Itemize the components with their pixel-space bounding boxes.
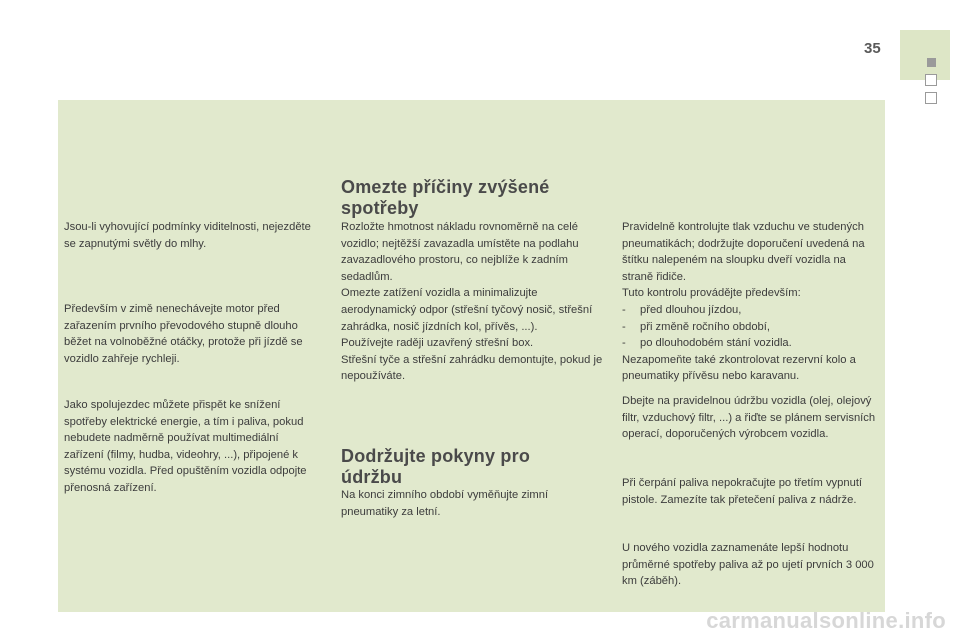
paragraph: Tuto kontrolu provádějte především:: [622, 287, 801, 300]
list-item: - po dlouhodobém stání vozidla.: [622, 337, 792, 350]
right-section-tyre-pressure: [622, 219, 880, 385]
heading-maintenance: Dodržujte pokyny pro údržbu: [341, 446, 531, 487]
watermark: carmanualsonline.info: [706, 608, 946, 633]
tab-marker-filled-icon: [927, 58, 936, 67]
paragraph: Nezapomeňte také zkontrolovat rezervní kolo a pneumatiky přívěsu nebo karavanu.: [622, 353, 856, 383]
heading-reduce-consumption: Omezte příčiny zvýšené spotřeby: [341, 177, 550, 218]
list-item: - při změně ročního období,: [622, 320, 770, 333]
paragraph: Rozložte hmotnost nákladu rovnoměrně na celé vozidlo; nejtěžší zavazadla umístěte na podlahu zavazadlového prostoru, co nejblíže k zadním sedadlům.: [341, 221, 579, 283]
tab-marker-empty-icon: [925, 92, 937, 104]
paragraph: Omezte zatížení vozidla a minimalizujte aerodynamický odpor (střešní tyčový nosič, střešní zahrádka, nosič jízdních kol, přívěs, ...).: [341, 287, 593, 333]
right-para-refuelling: Při čerpání paliva nepokračujte po třetím vypnutí pistole. Zamezíte tak přetečení paliva z nádrže.: [622, 477, 863, 506]
left-para-fog-lights: Jsou-li vyhovující podmínky viditelnosti, nejezděte se zapnutými světly do mlhy.: [64, 221, 311, 250]
middle-para-winter-tyres: Na konci zimního období vyměňujte zimní pneumatiky za letní.: [341, 489, 549, 518]
left-para-passenger: Jako spolujezdec můžete přispět ke snížení spotřeby elektrické energie, a tím i paliva, pokud nebudete nadměrně používat multimediální zařízení (filmy, hudba, videohry, ...), připojené k systému vozidla. Před opuštěním vozidla odpojte přenosná zařízení.: [64, 399, 307, 494]
right-para-maintenance: Dbejte na pravidelnou údržbu vozidla (olej, olejový filtr, vzduchový filtr, ...) a řiďte se plánem servisních operací, doporučených výrobcem vozidla.: [622, 395, 876, 441]
tab-marker-empty-icon: [925, 74, 937, 86]
paragraph: Používejte raději uzavřený střešní box.: [341, 337, 534, 350]
right-para-running-in: U nového vozidla zaznamenáte lepší hodnotu průměrné spotřeby paliva až po ujetí prvních 3 000 km (záběh).: [622, 542, 874, 588]
list-item: - před dlouhou jízdou,: [622, 303, 742, 316]
paragraph: Pravidelně kontrolujte tlak vzduchu ve studených pneumatikách; dodržujte doporučení uvedená na štítku nalepeném na sloupku dveří vozidla na straně řidiče.: [622, 221, 865, 283]
paragraph: Střešní tyče a střešní zahrádku demontujte, pokud je nepoužíváte.: [341, 353, 603, 383]
middle-section-load: [341, 219, 603, 385]
page-number: 35: [864, 40, 881, 57]
chapter-tab: [900, 30, 950, 80]
left-para-engine-warmup: Především v zimě nenechávejte motor před zařazením prvního převodového stupně dlouho běžet na volnoběžné otáčky, protože při jízdě se vozidlo zahřeje rychleji.: [64, 303, 303, 365]
